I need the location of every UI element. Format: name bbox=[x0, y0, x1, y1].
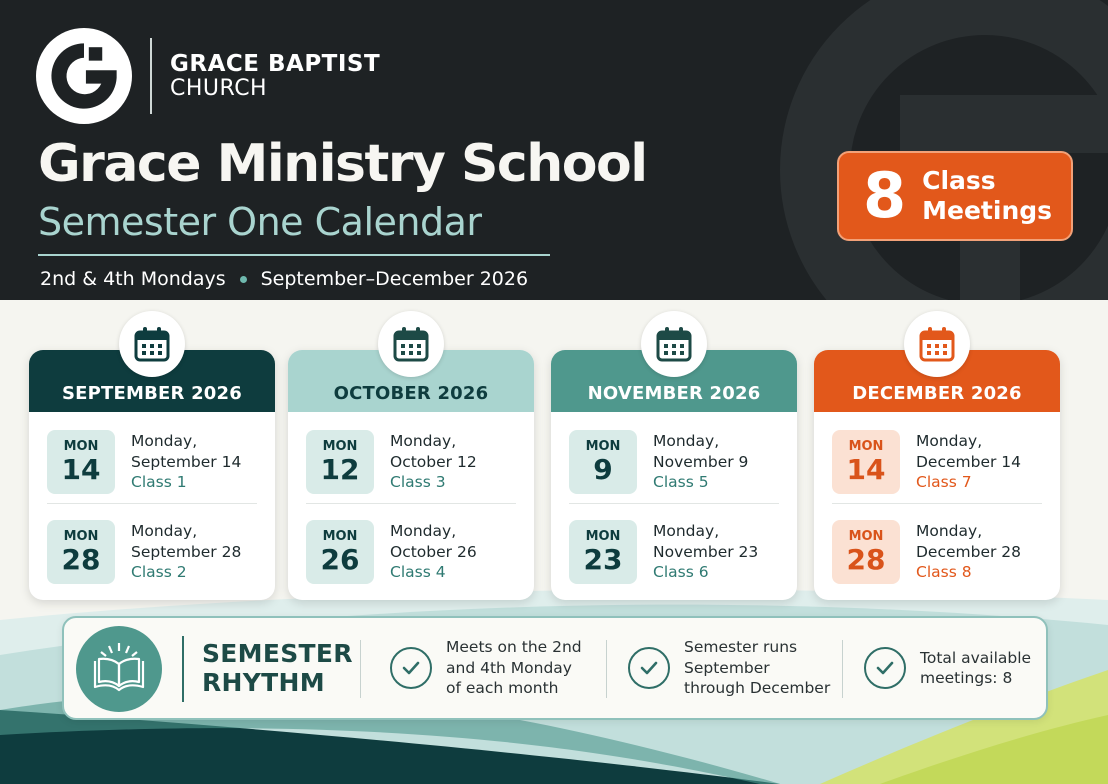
month-card-september bbox=[29, 350, 275, 600]
rhythm-title-line1: SEMESTER bbox=[202, 639, 353, 668]
date-day: 23 bbox=[583, 542, 623, 576]
date-day: 28 bbox=[61, 542, 101, 576]
date-day: 14 bbox=[846, 452, 886, 486]
rhythm-item-line: meetings: 8 bbox=[920, 669, 1013, 687]
month-title: DECEMBER 2026 bbox=[852, 383, 1022, 404]
entry-details bbox=[131, 521, 241, 582]
entry-details bbox=[916, 521, 1021, 582]
class-entry bbox=[832, 516, 1042, 588]
calendar-icon bbox=[641, 311, 707, 377]
header-banner bbox=[0, 0, 1108, 300]
entry-line1: Monday, bbox=[916, 432, 983, 451]
date-box bbox=[569, 430, 637, 494]
month-title: SEPTEMBER 2026 bbox=[62, 383, 242, 404]
entry-line2: October 26 bbox=[390, 542, 477, 561]
rhythm-item-line: September bbox=[684, 658, 770, 677]
class-label: Class 3 bbox=[390, 473, 446, 492]
semester-rhythm-panel bbox=[62, 616, 1048, 720]
panel-divider bbox=[842, 640, 843, 698]
rhythm-item-text bbox=[920, 648, 1031, 689]
rhythm-title-line2: RHYTHM bbox=[202, 667, 325, 697]
class-entry bbox=[569, 516, 779, 588]
rhythm-item-text bbox=[684, 637, 830, 698]
panel-divider bbox=[360, 640, 361, 698]
entry-line2: September 14 bbox=[131, 452, 242, 471]
date-weekday: MON bbox=[585, 528, 621, 544]
date-box bbox=[47, 520, 115, 584]
church-logo bbox=[36, 28, 380, 124]
date-weekday: MON bbox=[322, 438, 358, 454]
class-label: Class 5 bbox=[653, 473, 709, 492]
entry-line1: Monday, bbox=[653, 522, 720, 541]
entry-details bbox=[916, 431, 1021, 492]
rhythm-item-total-meetings bbox=[864, 618, 1031, 718]
entry-line1: Monday, bbox=[131, 522, 198, 541]
entry-divider bbox=[832, 503, 1042, 504]
date-box bbox=[306, 520, 374, 584]
entry-line2: September 28 bbox=[131, 542, 242, 561]
logo-divider bbox=[150, 38, 152, 114]
page-title: Grace Ministry School bbox=[38, 134, 647, 194]
month-title: NOVEMBER 2026 bbox=[587, 383, 761, 404]
class-label: Class 2 bbox=[131, 563, 187, 582]
class-entry bbox=[832, 426, 1042, 498]
entry-details bbox=[390, 521, 477, 582]
date-box bbox=[569, 520, 637, 584]
rhythm-item-line: of each month bbox=[446, 679, 559, 698]
bullet-dot-icon bbox=[240, 276, 247, 283]
class-entry bbox=[306, 516, 516, 588]
date-box bbox=[306, 430, 374, 494]
entry-line2: December 28 bbox=[916, 542, 1022, 561]
entry-line1: Monday, bbox=[653, 432, 720, 451]
date-day: 9 bbox=[593, 452, 613, 486]
date-weekday: MON bbox=[585, 438, 621, 454]
panel-divider bbox=[606, 640, 607, 698]
entry-details bbox=[653, 521, 758, 582]
church-name bbox=[170, 50, 381, 101]
class-entry bbox=[306, 426, 516, 498]
class-label: Class 7 bbox=[916, 473, 972, 492]
date-day: 26 bbox=[320, 542, 360, 576]
panel-divider bbox=[182, 636, 184, 702]
entry-line2: December 14 bbox=[916, 452, 1022, 471]
class-entry bbox=[569, 426, 779, 498]
entry-line1: Monday, bbox=[916, 522, 983, 541]
date-weekday: MON bbox=[322, 528, 358, 544]
church-name-line2: CHURCH bbox=[170, 75, 268, 101]
check-icon bbox=[390, 647, 432, 689]
rhythm-title bbox=[202, 640, 353, 698]
rhythm-item-line: and 4th Monday bbox=[446, 658, 572, 677]
calendar-icon bbox=[119, 311, 185, 377]
entry-line2: November 23 bbox=[653, 542, 759, 561]
rhythm-item-text bbox=[446, 637, 582, 698]
badge-label-line1: Class bbox=[922, 166, 996, 195]
rhythm-item-line: Semester runs bbox=[684, 638, 798, 657]
entry-divider bbox=[47, 503, 257, 504]
date-box bbox=[832, 520, 900, 584]
entry-details bbox=[390, 431, 477, 492]
badge-number: 8 bbox=[863, 159, 907, 232]
rhythm-item-semester-range bbox=[628, 618, 830, 718]
class-label: Class 4 bbox=[390, 563, 446, 582]
check-icon bbox=[628, 647, 670, 689]
month-card-october bbox=[288, 350, 534, 600]
date-weekday: MON bbox=[848, 528, 884, 544]
date-day: 12 bbox=[320, 452, 360, 486]
rhythm-item-meeting-days bbox=[390, 618, 582, 718]
calendar-icon bbox=[904, 311, 970, 377]
month-title: OCTOBER 2026 bbox=[333, 383, 489, 404]
badge-label-line2: Meetings bbox=[922, 196, 1053, 225]
entry-line1: Monday, bbox=[390, 522, 457, 541]
entry-divider bbox=[306, 503, 516, 504]
schedule-range: September–December 2026 bbox=[260, 268, 529, 290]
schedule-days: 2nd & 4th Mondays bbox=[40, 268, 226, 290]
subtitle-underline bbox=[38, 254, 550, 256]
date-weekday: MON bbox=[63, 528, 99, 544]
check-icon bbox=[864, 647, 906, 689]
month-card-november bbox=[551, 350, 797, 600]
rhythm-item-line: Total available bbox=[920, 648, 1032, 667]
class-entry bbox=[47, 516, 257, 588]
date-weekday: MON bbox=[63, 438, 99, 454]
entry-details bbox=[653, 431, 748, 492]
date-weekday: MON bbox=[848, 438, 884, 454]
church-name-line1: GRACE BAPTIST bbox=[170, 50, 381, 77]
calendar-icon bbox=[378, 311, 444, 377]
date-box bbox=[47, 430, 115, 494]
class-label: Class 1 bbox=[131, 473, 187, 492]
schedule-line bbox=[40, 268, 528, 290]
page-subtitle: Semester One Calendar bbox=[38, 200, 482, 244]
badge-label bbox=[922, 166, 1052, 226]
rhythm-item-line: through December bbox=[684, 679, 831, 698]
month-card-december bbox=[814, 350, 1060, 600]
date-day: 14 bbox=[61, 452, 101, 486]
date-day: 28 bbox=[846, 542, 886, 576]
entry-line1: Monday, bbox=[390, 432, 457, 451]
class-entry bbox=[47, 426, 257, 498]
g-logo-icon bbox=[36, 28, 132, 124]
entry-details bbox=[131, 431, 241, 492]
class-label: Class 8 bbox=[916, 563, 972, 582]
entry-line2: November 9 bbox=[653, 452, 749, 471]
class-label: Class 6 bbox=[653, 563, 709, 582]
class-count-badge bbox=[837, 151, 1073, 241]
entry-line1: Monday, bbox=[131, 432, 198, 451]
date-box bbox=[832, 430, 900, 494]
entry-divider bbox=[569, 503, 779, 504]
rhythm-item-line: Meets on the 2nd bbox=[446, 638, 582, 657]
open-book-icon bbox=[76, 626, 162, 712]
entry-line2: October 12 bbox=[390, 452, 477, 471]
